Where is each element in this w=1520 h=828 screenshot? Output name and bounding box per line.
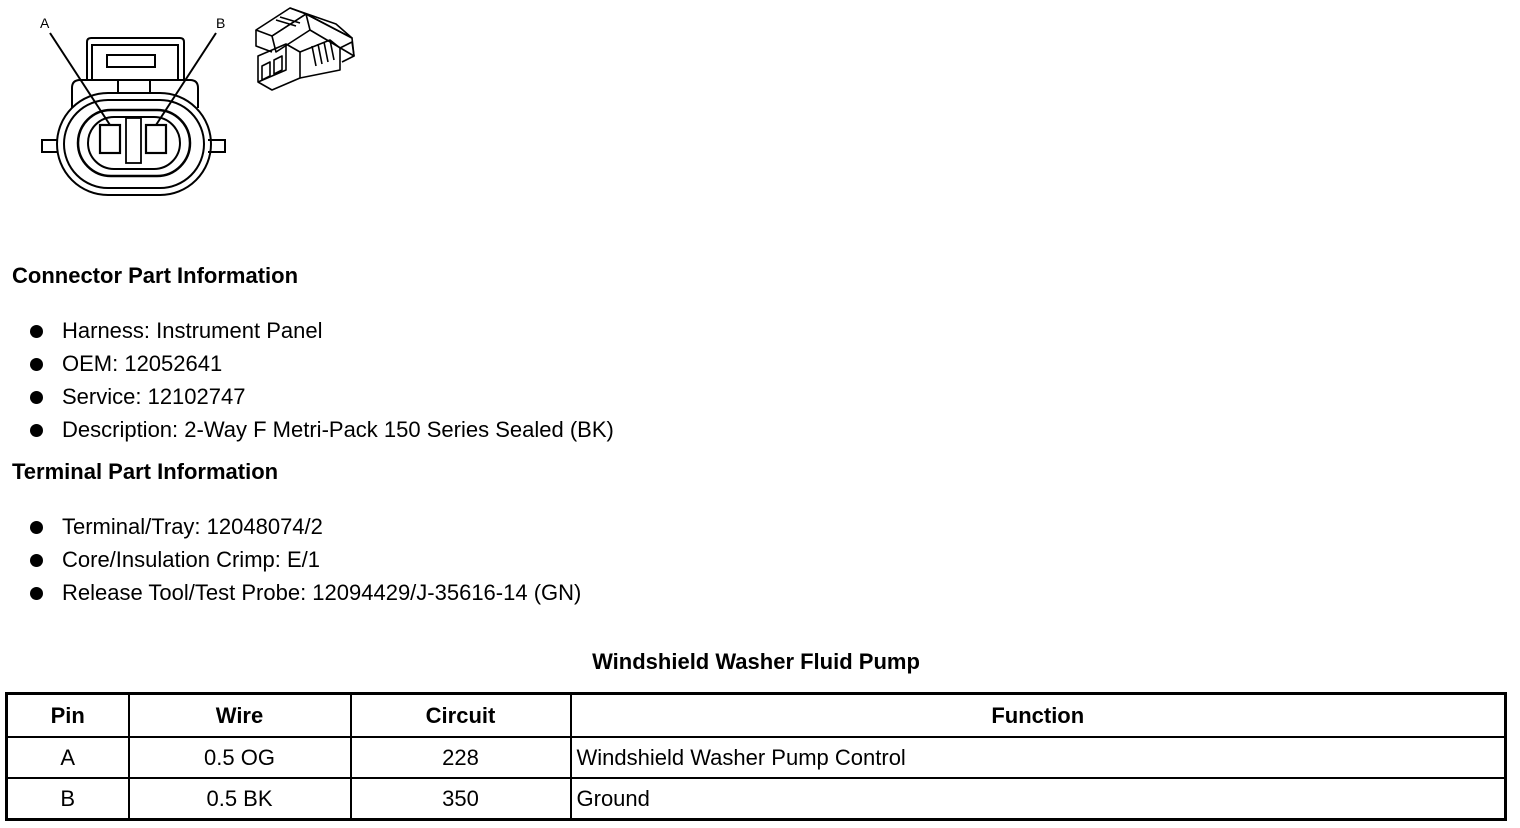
bullet-icon [30, 424, 43, 437]
list-item-terminal-tray: Terminal/Tray: 12048074/2 [28, 513, 581, 546]
cell-function: Windshield Washer Pump Control [571, 737, 1506, 778]
cell-circuit: 228 [351, 737, 571, 778]
connector-part-info-list [28, 317, 614, 449]
table-row [7, 737, 1506, 778]
list-item-description: Description: 2-Way F Metri-Pack 150 Series Sealed (BK) [28, 416, 614, 449]
terminal-part-info-heading: Terminal Part Information [12, 459, 279, 484]
cell-function: Ground [571, 778, 1506, 820]
list-item-release-tool: Release Tool/Test Probe: 12094429/J-35616-14 (GN) [28, 579, 581, 612]
bullet-icon [30, 325, 43, 338]
bullet-icon [30, 554, 43, 567]
bullet-icon [30, 587, 43, 600]
table-header-row [7, 694, 1506, 738]
connector-3d-illustration [250, 0, 362, 100]
list-item-crimp: Core/Insulation Crimp: E/1 [28, 546, 581, 579]
pin-label-a: A [40, 15, 50, 31]
column-header-pin: Pin [7, 694, 129, 738]
column-header-wire: Wire [129, 694, 351, 738]
column-header-function: Function [571, 694, 1506, 738]
pin-table-title: Windshield Washer Fluid Pump [592, 649, 920, 674]
cell-pin: A [7, 737, 129, 778]
cell-wire: 0.5 OG [129, 737, 351, 778]
list-item-harness: Harness: Instrument Panel [28, 317, 614, 350]
cell-pin: B [7, 778, 129, 820]
table-row [7, 778, 1506, 820]
column-header-circuit: Circuit [351, 694, 571, 738]
bullet-icon [30, 521, 43, 534]
connector-part-info-heading: Connector Part Information [12, 263, 299, 288]
terminal-part-info-list [28, 513, 581, 612]
bullet-icon [30, 391, 43, 404]
cell-wire: 0.5 BK [129, 778, 351, 820]
pin-label-b: B [216, 15, 226, 31]
cell-circuit: 350 [351, 778, 571, 820]
list-item-service: Service: 12102747 [28, 383, 614, 416]
pin-table [5, 692, 1507, 821]
bullet-icon [30, 358, 43, 371]
list-item-oem: OEM: 12052641 [28, 350, 614, 383]
connector-face-diagram [30, 8, 240, 203]
